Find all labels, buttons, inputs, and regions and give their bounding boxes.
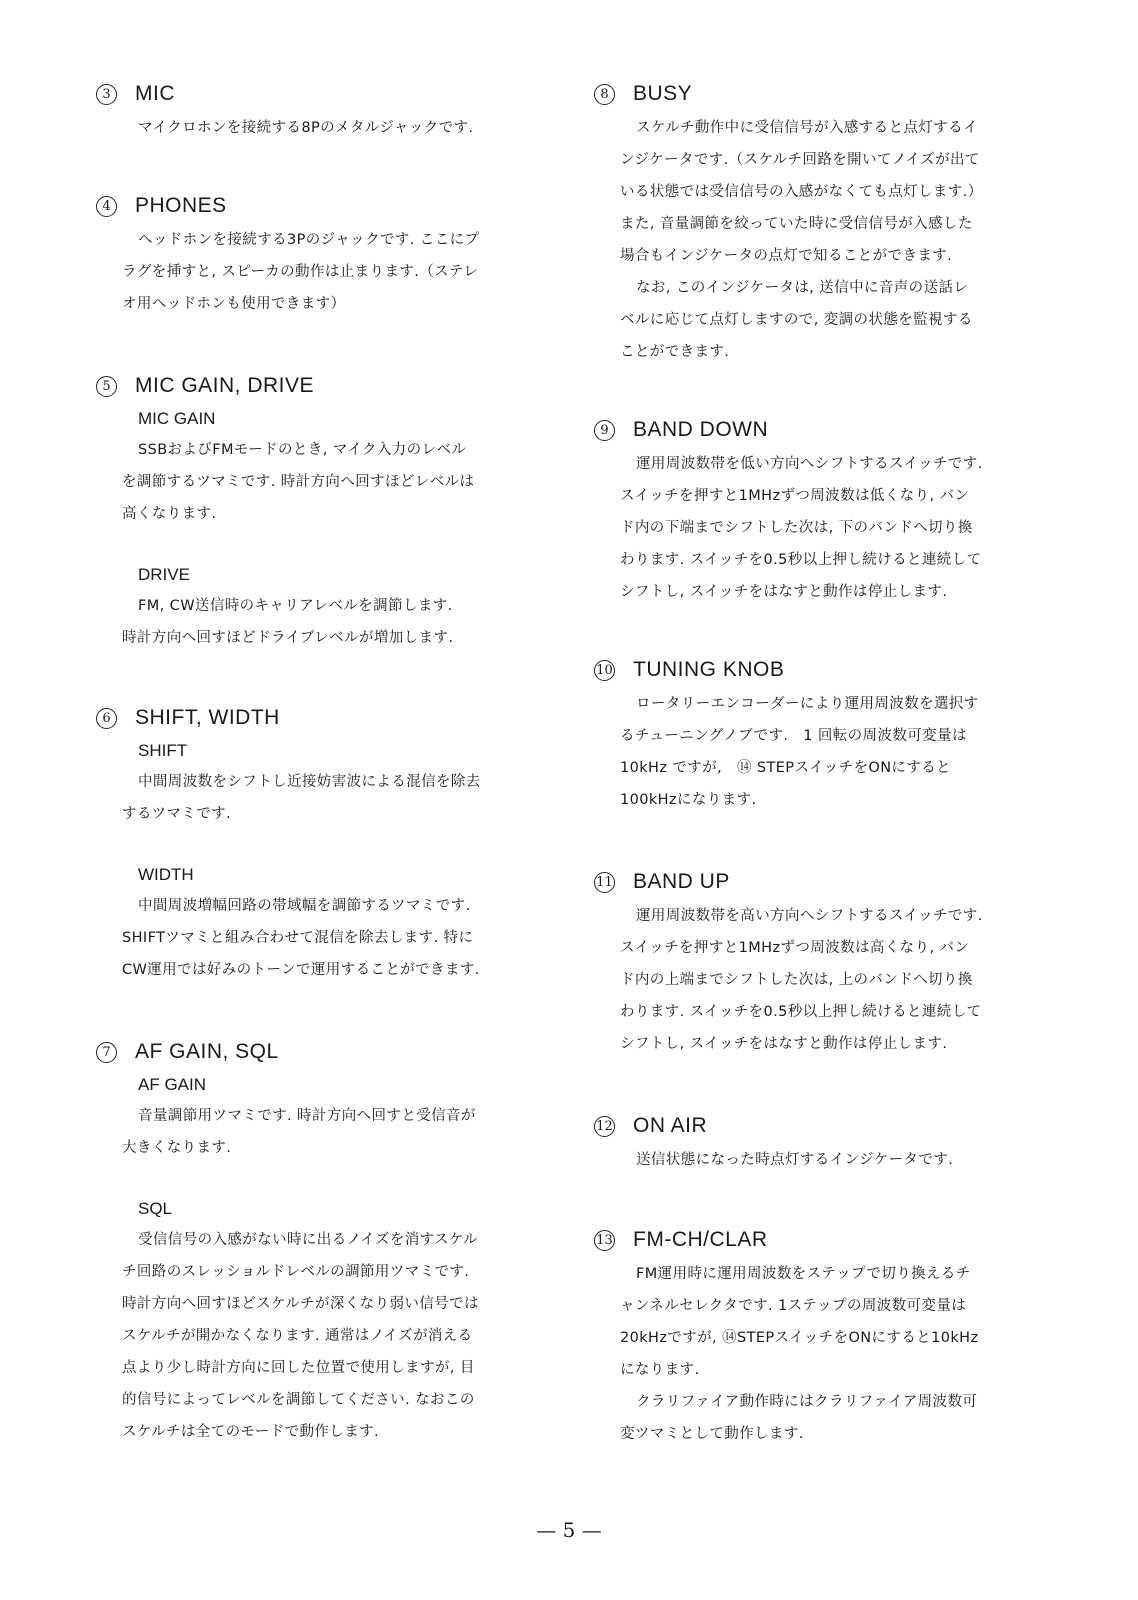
section-busy — [594, 76, 1014, 368]
paragraph: 運用周波数帯を低い方向へシフトするスイッチです. スイッチを押すと1MHzずつ周波数は低くなり, バン ド内の下端までシフトした次は, 下のバンドへ切り換 わります. スイッチを0.5秒以上押し続けると連続して シフトし, スイッチをはなすと動作は停止します. — [620, 456, 983, 600]
spacer — [96, 830, 516, 860]
section-heading — [594, 412, 1014, 448]
paragraph: 中間周波数をシフトし近接妨害波による混信を除去 するツマミです. — [122, 774, 481, 822]
subsection-title: WIDTH — [138, 865, 194, 884]
section-heading — [594, 76, 1014, 112]
circled-number: 13 — [594, 1230, 615, 1251]
section-mic — [96, 76, 516, 144]
paragraph: ヘッドホンを接続する3Pのジャックです. ここにプ ラグを挿すと, スピーカの動作は止まります.（ステレ オ用ヘッドホンも使用できます） — [122, 232, 480, 312]
circled-number: 8 — [594, 84, 615, 105]
paragraph: なお, このインジケータは, 送信中に音声の送話レ ベルに応じて点灯しますので, 変調の状態を監視する ことができます. — [620, 280, 973, 360]
subsection-title: DRIVE — [138, 565, 190, 584]
paragraph: スケルチ動作中に受信信号が入感すると点灯するイ ンジケータです.（スケルチ回路を開いてノイズが出て いる状態では受信信号の入感がなくても点灯します.） また, 音量調節を絞っていた時に受信信号が入感した 場合もインジケータの点灯で知ることができます. — [620, 120, 983, 264]
section-tuning-knob — [594, 652, 1014, 816]
circled-number: 9 — [594, 420, 615, 441]
circled-number: 3 — [96, 84, 117, 105]
circled-number: 11 — [594, 872, 615, 893]
subsection-title: SHIFT — [138, 741, 188, 760]
section-title: BAND DOWN — [633, 418, 769, 441]
paragraph: 音量調節用ツマミです. 時計方向へ回すと受信音が 大きくなります. — [122, 1108, 476, 1156]
subsection-title: AF GAIN — [138, 1075, 207, 1094]
section-phones — [96, 188, 516, 320]
section-on-air — [594, 1108, 1014, 1176]
circled-number: 5 — [96, 376, 117, 397]
paragraph: 送信状態になった時点灯するインジケータです. — [636, 1152, 954, 1168]
section-heading — [96, 188, 516, 224]
section-heading — [594, 1222, 1014, 1258]
section-heading — [96, 700, 516, 736]
spacer — [96, 1164, 516, 1194]
circled-number: 6 — [96, 708, 117, 729]
circled-number: 4 — [96, 196, 117, 217]
paragraph: FM運用時に運用周波数をステップで切り換えるチ ャンネルセレクタです. 1ステップの周波数可変量は 20kHzですが, ⑭STEPスイッチをONにすると10kHz になります. — [620, 1266, 979, 1378]
section-mic-gain-drive — [96, 368, 516, 654]
paragraph: FM, CW送信時のキャリアレベルを調節します. 時計方向へ回すほどドライブレベルが増加します. — [122, 598, 454, 646]
paragraph: 受信信号の入感がない時に出るノイズを消すスケル チ回路のスレッショルドレベルの調節用ツマミです. 時計方向へ回すほどスケルチが深くなり弱い信号では スケルチが開かなくなります. 通常はノイズが消える 点より少し時計方向に回した位置で使用しますが, 目 的信号によってレベルを調節してください. なおこの スケルチは全てのモードで動作します. — [122, 1232, 479, 1440]
section-title: FM-CH/CLAR — [633, 1228, 768, 1251]
paragraph: クラリファイア動作時にはクラリファイア周波数可 変ツマミとして動作します. — [620, 1394, 978, 1442]
circled-number: 12 — [594, 1116, 615, 1137]
section-band-up — [594, 864, 1014, 1060]
section-heading — [594, 864, 1014, 900]
subsection-title: SQL — [138, 1199, 173, 1218]
section-heading — [594, 1108, 1014, 1144]
section-title: BUSY — [633, 82, 693, 105]
section-af-gain-sql — [96, 1034, 516, 1448]
section-title: AF GAIN, SQL — [135, 1040, 279, 1063]
section-title: TUNING KNOB — [633, 658, 785, 681]
section-title: BAND UP — [633, 870, 730, 893]
page-number: — 5 — — [536, 1518, 602, 1542]
section-heading — [96, 368, 516, 404]
section-title: ON AIR — [633, 1114, 708, 1137]
section-heading — [594, 652, 1014, 688]
paragraph: 運用周波数帯を高い方向へシフトするスイッチです. スイッチを押すと1MHzずつ周波数は高くなり, バン ド内の上端までシフトした次は, 上のバンドへ切り換 わります. スイッチを0.5秒以上押し続けると連続して シフトし, スイッチをはなすと動作は停止します. — [620, 908, 983, 1052]
circled-number: 7 — [96, 1042, 117, 1063]
paragraph: SSBおよびFMモードのとき, マイク入力のレベル を調節するツマミです. 時計方向へ回すほどレベルは 高くなります. — [122, 442, 475, 522]
subsection-title: MIC GAIN — [138, 409, 216, 428]
section-title: MIC GAIN, DRIVE — [135, 374, 315, 397]
section-title: PHONES — [135, 194, 227, 217]
section-title: MIC — [135, 82, 175, 105]
section-fm-ch-clar — [594, 1222, 1014, 1450]
paragraph: ロータリーエンコーダーにより運用周波数を選択す るチューニングノブです. 1 回転の周波数可変量は 10kHz ですが, ⑭ STEPスイッチをONにすると 100kHzになります. — [620, 696, 979, 808]
spacer — [96, 530, 516, 560]
section-title: SHIFT, WIDTH — [135, 706, 280, 729]
section-heading — [96, 76, 516, 112]
paragraph: マイクロホンを接続する8Pのメタルジャックです. — [138, 120, 474, 136]
section-band-down — [594, 412, 1014, 608]
paragraph: 中間周波増幅回路の帯域幅を調節するツマミです. SHIFTツマミと組み合わせて混信を除去します. 特に CW運用では好みのトーンで運用することができます. — [122, 898, 480, 978]
section-heading — [96, 1034, 516, 1070]
circled-number: 10 — [594, 660, 615, 681]
section-shift-width — [96, 700, 516, 986]
